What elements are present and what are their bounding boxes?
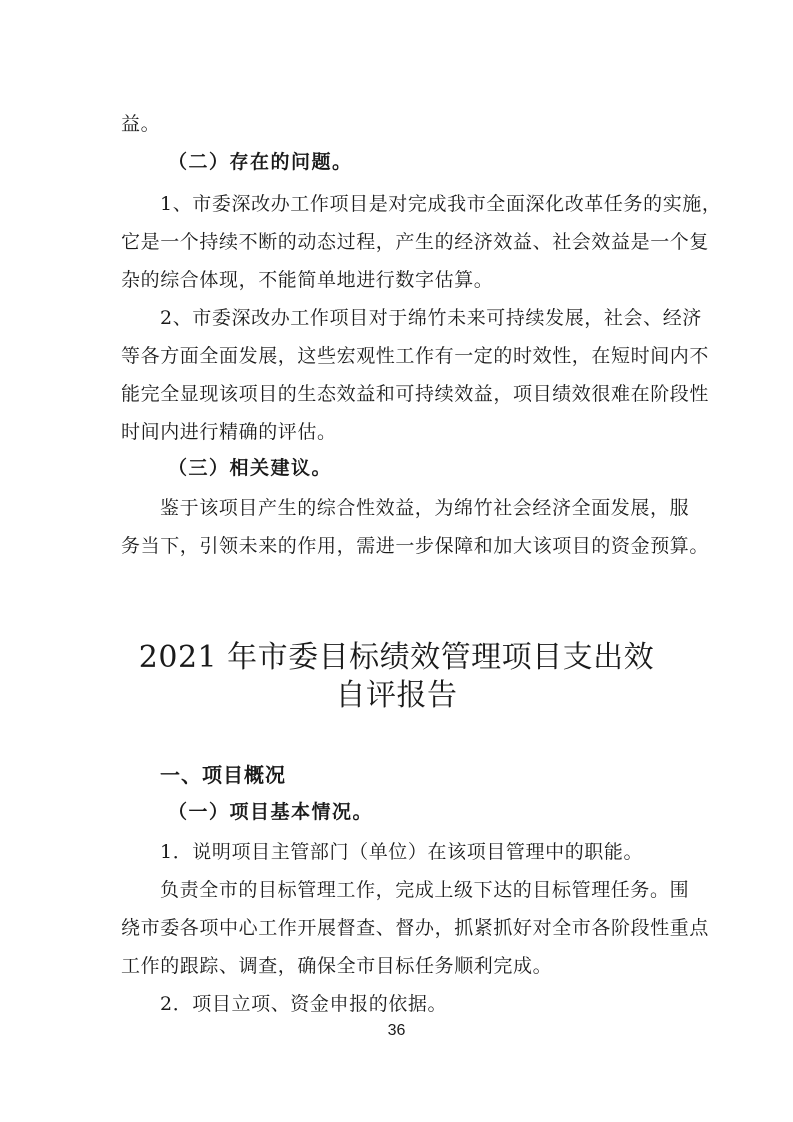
report-title-line-1: 2021 年市委目标绩效管理项目支出效	[138, 640, 655, 675]
paragraph-line: 等各方面全面发展，这些宏观性工作有一定的时效性，在短时间内不	[121, 345, 710, 367]
paragraph-line: 务当下，引领未来的作用，需进一步保障和加大该项目的资金预算。	[121, 535, 710, 557]
paragraph-line: 工作的跟踪、调查，确保全市目标任务顺利完成。	[121, 955, 553, 977]
paragraph-line: 2．项目立项、资金申报的依据。	[160, 993, 448, 1015]
report-title-line-2: 自评报告	[335, 678, 458, 713]
subheading-project-basics: （一）项目基本情况。	[168, 801, 374, 823]
paragraph-line: 益。	[121, 113, 161, 135]
paragraph-line: 2、市委深改办工作项目对于绵竹未来可持续发展，社会、经济	[160, 307, 702, 329]
paragraph-line: 时间内进行精确的评估。	[121, 421, 337, 443]
section-heading-project-overview: 一、项目概况	[160, 763, 286, 787]
paragraph-line: 1．说明项目主管部门（单位）在该项目管理中的职能。	[160, 841, 644, 863]
paragraph-line: 负责全市的目标管理工作，完成上级下达的目标管理任务。围	[160, 879, 690, 901]
paragraph-line: 1、市委深改办工作项目是对完成我市全面深化改革任务的实施，	[160, 193, 722, 215]
subheading-existing-problems: （二）存在的问题。	[168, 151, 353, 173]
paragraph-line: 绕市委各项中心工作开展督查、督办，抓紧抓好对全市各阶段性重点	[121, 917, 710, 939]
paragraph-line: 鉴于该项目产生的综合性效益，为绵竹社会经济全面发展，服	[160, 497, 690, 519]
page-number: 36	[387, 1022, 406, 1039]
subheading-recommendations: （三）相关建议。	[168, 457, 333, 479]
paragraph-line: 它是一个持续不断的动态过程，产生的经济效益、社会效益是一个复	[121, 231, 710, 253]
paragraph-line: 能完全显现该项目的生态效益和可持续效益，项目绩效很难在阶段性	[121, 383, 710, 405]
paragraph-line: 杂的综合体现，不能简单地进行数字估算。	[121, 269, 494, 291]
